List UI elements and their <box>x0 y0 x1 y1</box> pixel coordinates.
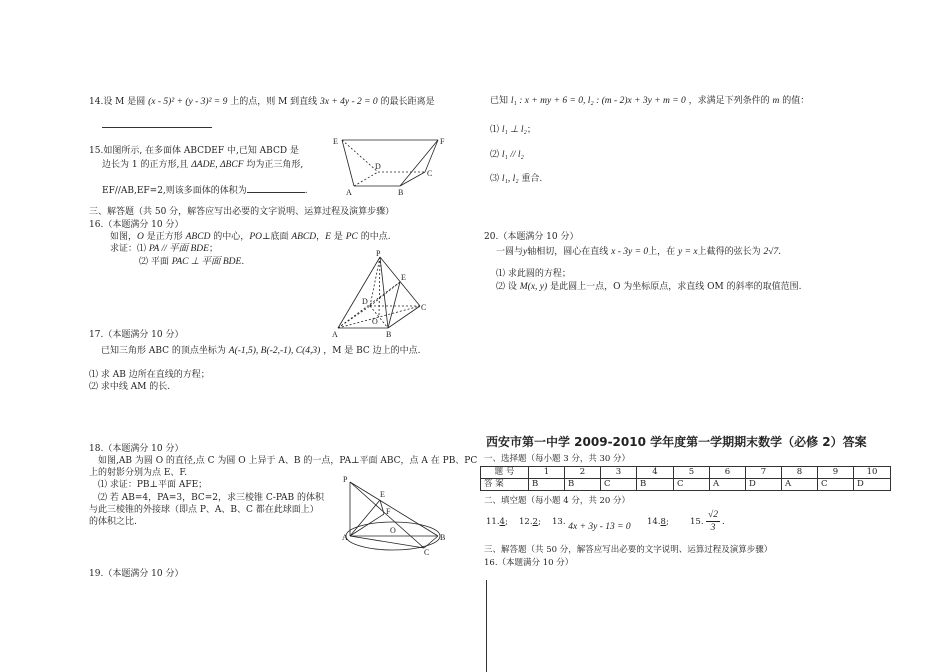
fig18-label-e: E <box>380 490 385 499</box>
q15-line2b: 均为正三角形, <box>246 160 304 170</box>
answer-table-row-numbers <box>481 467 891 479</box>
fill-11-end: ; <box>504 517 508 527</box>
q20-l1i: . <box>778 247 782 257</box>
answer-val-8: A <box>782 479 818 491</box>
ql-sub1-formula: l₁ ⊥ l₂ <box>501 125 527 135</box>
answer-section-1: 一、选择题（每小题 3 分，共 30 分） <box>484 454 631 464</box>
fill-13 <box>552 516 631 532</box>
fig18-label-b: B <box>440 533 446 542</box>
q16-claim2: PAC ⊥ 平面 BDE <box>171 257 242 267</box>
answer-val-3: C <box>601 479 637 491</box>
fig15-label-f: F <box>440 137 445 146</box>
fig16-label-b: B <box>386 330 392 339</box>
ql-lines-formula: l₁ : x + my + 6 = 0, l₂ : (m - 2)x + 3y + m = 0 <box>510 96 686 106</box>
q16-l1k: 是 <box>330 232 346 242</box>
q16-l1c: 是正方形 <box>143 232 186 242</box>
q20-l1g: 上截得的弦长为 <box>697 247 761 257</box>
q18-sub2a: ⑵ 若 AB=4，PA=3，BC=2，求三棱锥 C-PAB 的体积 <box>98 493 325 503</box>
q17-heading: 17.（本题满分 10 分） <box>89 330 184 340</box>
q18-sub2c: 的体积之比. <box>89 517 137 527</box>
fill-14 <box>647 516 669 528</box>
fig18-label-c: C <box>424 548 430 557</box>
q16-o: O <box>137 232 144 242</box>
answer-num-5: 5 <box>674 467 710 479</box>
q16-l2: 求证：⑴ <box>110 244 149 254</box>
ql-sub1-num: ⑴ <box>490 125 500 135</box>
ql-sub1-end: ； <box>526 125 536 135</box>
q20-sub1: ⑴ 求此圆的方程； <box>496 269 571 279</box>
fill-14-value: 8 <box>660 517 666 527</box>
fig15-label-b: B <box>398 188 404 197</box>
answer-q16-heading: 16.（本题满分 10 分） <box>484 558 574 568</box>
fill-14-end: ; <box>665 517 669 527</box>
fig16-height-po <box>379 257 380 317</box>
fig18-edge-ae <box>350 500 380 536</box>
fig15-label-d: D <box>375 162 381 171</box>
fig16-label-c: C <box>421 303 427 312</box>
fill-15 <box>690 516 704 528</box>
q16-l1i: ， <box>316 232 326 242</box>
q20-point-m: M(x, y) <box>519 282 548 292</box>
q16-l1e: 的中心， <box>210 232 250 242</box>
ql-m: m <box>772 96 780 106</box>
fig15-label-e: E <box>333 137 338 146</box>
ql-sub2-num: ⑵ <box>490 150 500 160</box>
ql-sub3-end: 重合. <box>521 174 543 184</box>
q20-l1e: 上，在 <box>648 247 676 257</box>
answer-val-5: C <box>674 479 710 491</box>
answer-num-2: 2 <box>565 467 601 479</box>
fig18-label-a: A <box>342 533 348 542</box>
fig16-label-d: D <box>362 297 368 306</box>
q20-l1a: 一圆与 <box>496 247 524 257</box>
q16-abcd: ABCD <box>185 232 211 242</box>
q14-answer-blank <box>102 116 212 128</box>
q18-line2: 上的射影分别为点 E、F. <box>89 468 188 478</box>
q20-center-line: x - 3y = 0 <box>611 247 649 257</box>
q18-line1: 如图,AB 为圆 O 的直径,点 C 为圆 O 上异于 A、B 的一点，PA⊥平面 ABC，点 A 在 PB、PC <box>98 456 478 466</box>
q17-sub1: ⑴ 求 AB 边所在直线的方程； <box>89 370 210 380</box>
q16-l1a: 如图， <box>110 232 138 242</box>
q16-l2e: ； <box>208 244 218 254</box>
answer-title: 西安市第一中学 2009-2010 学年度第一学期期末数学（必修 2）答案 <box>486 435 867 449</box>
q17-vertices: A(-1,5), B(-2,-1), C(4,3) <box>228 346 321 356</box>
fill-12-value: 2 <box>532 517 538 527</box>
q16-l3: ⑵ 平面 <box>139 257 172 267</box>
q17-sub2: ⑵ 求中线 AM 的长. <box>89 382 171 392</box>
fill-14-num: 14. <box>647 517 661 527</box>
fig18-edge-af <box>350 514 384 536</box>
answer-num-8: 8 <box>782 467 818 479</box>
answer-table-row-answers <box>481 479 891 491</box>
fill-11-num: 11. <box>486 517 500 527</box>
q17-l1b: ，M 是 BC 边上的中点. <box>323 346 421 356</box>
answer-table-header-number: 题 号 <box>481 467 529 479</box>
fig15-edge-fb <box>400 140 438 186</box>
q14-tail: 的最长距离是 <box>380 97 435 107</box>
q15-line2a: 边长为 1 的正方形,且 <box>102 160 189 170</box>
fig15-edge-bc <box>400 172 425 186</box>
fill-15-denominator: 3 <box>710 523 716 533</box>
q20-chord: 2√7 <box>763 247 779 257</box>
answer-section-2: 二、填空题（每小题 4 分，共 20 分） <box>484 496 631 506</box>
q15-triangles: ΔADE, ΔBCF <box>191 160 244 170</box>
fill-12-end: ; <box>537 517 541 527</box>
q16-e: E <box>325 232 331 242</box>
q20-sub2a: ⑵ 设 <box>496 282 517 292</box>
q16-po: PO <box>249 232 262 242</box>
answer-val-7: D <box>746 479 782 491</box>
fill-13-num: 13. <box>552 517 566 527</box>
answer-val-9: C <box>818 479 854 491</box>
q16-l3e: . <box>241 257 245 267</box>
fill-15-end: . <box>722 517 725 527</box>
q16-pc: PC <box>345 232 358 242</box>
fill-11-value: 4 <box>499 517 505 527</box>
q16-claim1: PA // 平面 BDE <box>148 244 209 254</box>
answer-num-10: 10 <box>854 467 891 479</box>
q20-l1c: 轴相切，圆心在直线 <box>527 247 609 257</box>
q16-l1g: ⊥底面 <box>261 232 292 242</box>
q18-sub1: ⑴ 求证：PB⊥平面 AFE； <box>98 480 208 490</box>
answer-num-1: 1 <box>529 467 565 479</box>
q14-text: 14.设 M 是圆 <box>89 97 146 107</box>
fig18-label-o: O <box>390 526 396 535</box>
q20-heading: 20.（本题满分 10 分） <box>484 232 579 242</box>
answer-section-3: 三、解答题（共 50 分，解答应写出必要的文字说明、运算过程及演算步骤） <box>484 545 773 555</box>
section-3-heading: 三、解答题（共 50 分，解答应写出必要的文字说明、运算过程及演算步骤） <box>89 207 395 217</box>
answer-num-6: 6 <box>710 467 746 479</box>
column-divider <box>486 580 487 672</box>
answer-val-4: B <box>637 479 674 491</box>
answer-val-2: B <box>565 479 601 491</box>
q20-sub2b: 是此圆上一点，O 为坐标原点，求直线 OM 的斜率的取值范围. <box>550 282 802 292</box>
q20-y: y <box>523 247 528 257</box>
fig16-edge-pd <box>370 257 380 306</box>
fill-15-num: 15. <box>690 517 704 527</box>
q15-answer-blank <box>247 182 305 193</box>
ql-l1d: 的值： <box>782 96 810 106</box>
answer-num-9: 9 <box>818 467 854 479</box>
fig18-label-p: P <box>343 475 348 484</box>
answer-val-6: A <box>710 479 746 491</box>
q15-line3: EF//AB,EF=2,则该多面体的体积为 <box>102 186 247 196</box>
ql-sub3-formula: l₁, l₂ <box>501 174 519 184</box>
figure-16-pyramid <box>328 248 430 340</box>
q15-line1: 15.如图所示, 在多面体 ABCDEF 中,已知 ABCD 是 <box>89 146 299 156</box>
q14-line-formula: 3x + 4y - 2 = 0 <box>320 97 378 107</box>
fig15-label-c: C <box>427 169 433 178</box>
answer-table-header-answer: 答 案 <box>481 479 529 491</box>
answer-num-7: 7 <box>746 467 782 479</box>
answer-val-1: B <box>529 479 565 491</box>
ql-sub2-formula: l₁ // l₂ <box>501 150 524 160</box>
fill-15-numerator: √2 <box>706 509 720 522</box>
q14-mid: 上的点，则 M 到直线 <box>230 97 318 107</box>
q20-yx: y = x <box>678 247 698 257</box>
fill-11 <box>486 516 508 528</box>
fig16-label-e: E <box>401 273 406 282</box>
fig16-label-o: O <box>372 317 378 326</box>
fig15-edge-ed <box>342 140 378 172</box>
fig15-label-a: A <box>346 188 352 197</box>
q16-abcd-2: ABCD <box>291 232 317 242</box>
fill-13-value: 4x + 3y - 13 = 0 <box>568 522 631 532</box>
fig16-label-a: A <box>332 330 338 339</box>
ql-l1a: 已知 <box>490 96 509 106</box>
fill-12 <box>519 516 541 528</box>
fig16-edge-pc <box>380 257 420 306</box>
q17-l1a: 已知三角形 ABC 的顶点坐标为 <box>101 346 226 356</box>
fig15-edge-ad <box>354 172 378 186</box>
answer-val-10: D <box>854 479 891 491</box>
fig15-edge-ea <box>342 140 354 186</box>
fig16-edge-ae <box>338 282 400 328</box>
fig16-label-p: P <box>376 249 381 258</box>
answer-table <box>480 466 891 491</box>
fill-12-num: 12. <box>519 517 533 527</box>
fill-15-fraction <box>706 509 720 534</box>
fig15-edge-fc <box>425 140 438 172</box>
q16-heading: 16.（本题满分 10 分） <box>89 220 184 230</box>
question-19-heading: 19.（本题满分 10 分） <box>89 569 184 579</box>
answer-num-4: 4 <box>637 467 674 479</box>
q18-sub2b: 与此三棱锥的外接球（即点 P、A、B、C 都在此球面上） <box>89 505 319 515</box>
ql-sub3-num: ⑶ <box>490 174 500 184</box>
q14-circle-formula: (x - 5)² + (y - 3)² = 9 <box>148 97 228 107</box>
fig18-label-f: F <box>386 507 391 516</box>
figure-15-polyhedron <box>330 132 450 198</box>
ql-l1b: ，求满足下列条件的 <box>688 96 770 106</box>
q16-l1m: 的中点. <box>357 232 391 242</box>
figure-18-circle-pyramid <box>338 474 450 558</box>
answer-num-3: 3 <box>601 467 637 479</box>
q18-heading: 18.（本题满分 10 分） <box>89 444 184 454</box>
